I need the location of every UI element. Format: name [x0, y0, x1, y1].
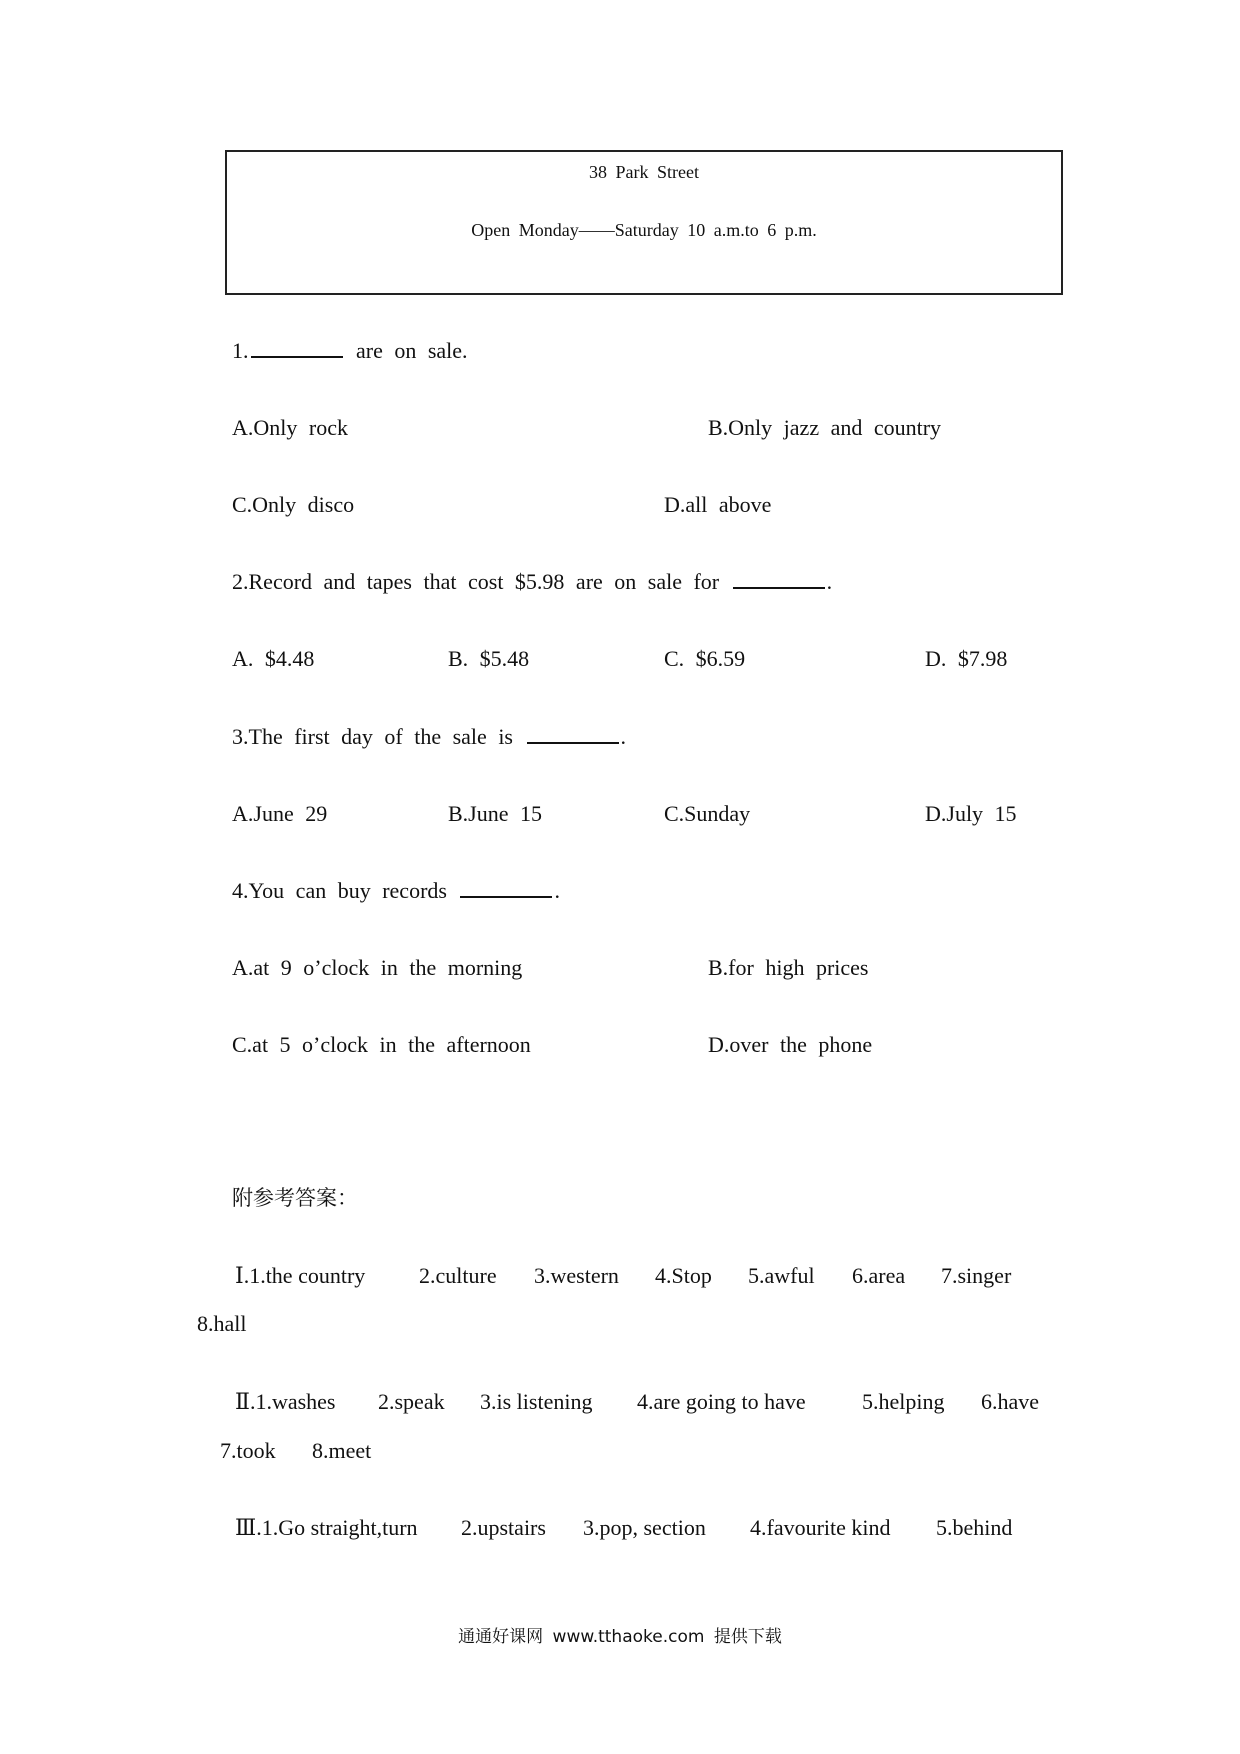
q2-option-a: A. $4.48	[232, 646, 315, 671]
q3-option-d: D.July 15	[925, 801, 1017, 826]
question-2	[232, 571, 832, 593]
answer-item: 6.have	[981, 1389, 1040, 1414]
answer-item: 2.culture	[419, 1263, 497, 1288]
answer-item: 7.singer	[941, 1263, 1012, 1288]
answer-item: 3.pop, section	[583, 1515, 706, 1540]
q4-option-b: B.for high prices	[708, 955, 869, 980]
question-2-text-end: .	[826, 569, 833, 594]
answer-item: 4.favourite kind	[750, 1515, 891, 1540]
answer-blank	[733, 571, 825, 589]
answer-blank	[460, 880, 552, 898]
q1-option-c: C.Only disco	[232, 492, 355, 517]
question-4-text-end: .	[554, 878, 560, 903]
q3-option-a: A.June 29	[232, 801, 328, 826]
question-3-text: 3.The first day of the sale is	[232, 724, 525, 749]
q2-option-c: C. $6.59	[664, 646, 746, 671]
answer-blank	[527, 726, 619, 744]
answers-title: 附参考答案：	[232, 1186, 358, 1210]
question-3	[232, 726, 626, 748]
q4-option-d: D.over the phone	[708, 1032, 873, 1057]
answer-item: 3.western	[534, 1263, 619, 1288]
answer-item: 2.speak	[378, 1389, 445, 1414]
store-address: 38 Park Street	[589, 162, 699, 182]
page-footer: 通通好课网 www.tthaoke.com 提供下载	[458, 1627, 782, 1647]
q3-option-b: B.June 15	[448, 801, 542, 826]
answer-blank	[251, 340, 343, 358]
question-3-text-end: .	[620, 724, 626, 749]
q2-option-b: B. $5.48	[448, 646, 530, 671]
answer-item: 6.area	[852, 1263, 906, 1288]
answer-item: Ⅱ.1.washes	[235, 1389, 336, 1414]
answer-item: 5.behind	[936, 1515, 1013, 1540]
answer-item: 8.meet	[312, 1438, 372, 1463]
q1-option-b: B.Only jazz and country	[708, 415, 942, 440]
question-4	[232, 880, 560, 902]
q3-option-c: C.Sunday	[664, 801, 751, 826]
answers-section-1-wrap: 8.hall	[197, 1311, 247, 1336]
answer-item: 2.upstairs	[461, 1515, 546, 1540]
question-2-text: 2.Record and tapes that cost $5.98 are on sale for	[232, 569, 731, 594]
store-info-box	[225, 150, 1063, 295]
answer-item: 3.is listening	[480, 1389, 593, 1414]
store-hours: Open Monday——Saturday 10 a.m.to 6 p.m.	[471, 220, 817, 240]
answer-item: 5.awful	[748, 1263, 815, 1288]
answer-item: 4.Stop	[655, 1263, 712, 1288]
question-1	[232, 340, 468, 362]
q1-option-d: D.all above	[664, 492, 772, 517]
answer-item: 5.helping	[862, 1389, 945, 1414]
q2-option-d: D. $7.98	[925, 646, 1008, 671]
q4-option-c: C.at 5 o’clock in the afternoon	[232, 1032, 531, 1057]
answer-item: Ⅲ.1.Go straight,turn	[235, 1515, 418, 1540]
question-1-text: 1.	[232, 338, 249, 363]
answer-item: Ⅰ.1.the country	[235, 1263, 366, 1288]
q4-option-a: A.at 9 o’clock in the morning	[232, 955, 523, 980]
question-1-text-end: are on sale.	[344, 338, 468, 363]
answer-item: 7.took	[220, 1438, 276, 1463]
answer-item: 4.are going to have	[637, 1389, 806, 1414]
question-4-text: 4.You can buy records	[232, 878, 459, 903]
q1-option-a: A.Only rock	[232, 415, 348, 440]
